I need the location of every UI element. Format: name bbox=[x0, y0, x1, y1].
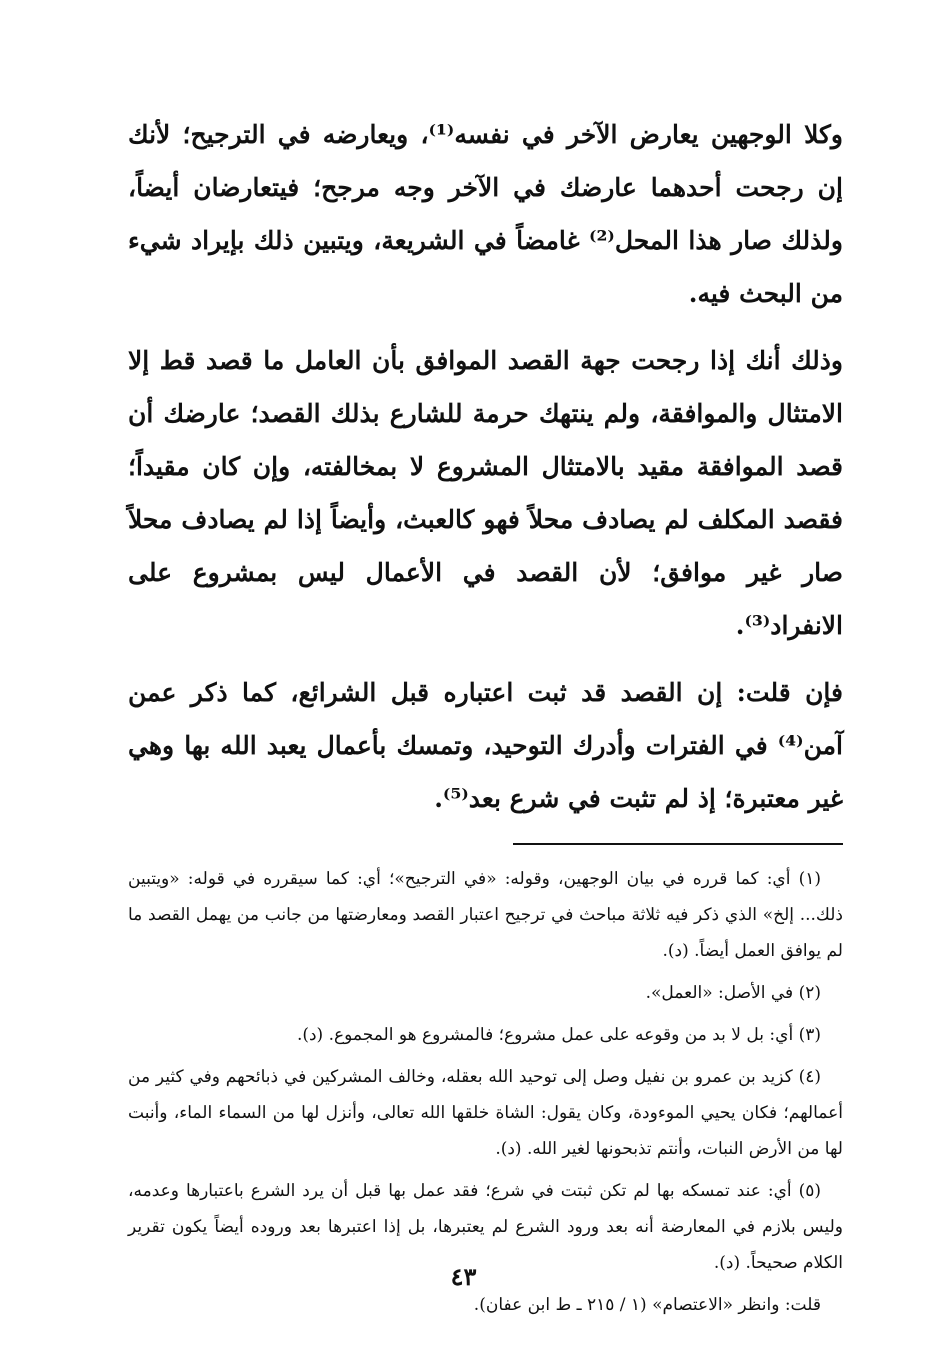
footnote-divider bbox=[513, 843, 843, 845]
footnotes bbox=[128, 861, 843, 1323]
footnote-2: (٢) في الأصل: «العمل». bbox=[645, 983, 821, 1003]
page-body bbox=[128, 108, 843, 1329]
footnote-4: (٤) كزيد بن عمرو بن نفيل وصل إلى توحيد الله بعقله، وخالف المشركين في ذبائحهم وفي كثير من أعمالهم؛ فكان يحيي الموءودة، وكان يقول: الشاة خلقها الله تعالى، وأنزل لها من السماء الماء، وأنبت لها من الأرض النبات، وأنتم تذبحونها لغير الله. (د). bbox=[128, 1067, 843, 1159]
footnote-1: (١) أي: كما قرره في بيان الوجهين، وقوله: «في الترجيح»؛ أي: كما سيقرره في قوله: «ويتبين ذلك... إلخ» الذي ذكر فيه ثلاثة مباحث في ترجيح اعتبار القصد ومعارضتها من جانب من يهمل القصد ما لم يوافق العمل أيضاً. (د). bbox=[128, 869, 843, 961]
paragraph-2: وذلك أنك إذا رجحت جهة القصد الموافق بأن العامل ما قصد قط إلا الامتثال والموافقة، ولم ينتهك حرمة للشارع بذلك القصد؛ عارضك أن قصد الموافقة مقيد بالامتثال المشروع لا بمخالفته، وإن كان مقيداً؛ فقصد المكلف لم يصادف محلاً فهو كالعبث، وأيضاً إذا لم يصادف محلاً صار غير موافق؛ لأن القصد في الأعمال ليس بمشروع على الانفراد⁽³⁾. bbox=[128, 346, 843, 640]
page-number: ٤٣ bbox=[450, 1262, 477, 1291]
paragraph-1: وكلا الوجهين يعارض الآخر في نفسه⁽¹⁾، ويعارضه في الترجيح؛ لأنك إن رجحت أحدهما عارضك في الآخر وجه مرجح؛ فيتعارضان أيضاً، ولذلك صار هذا المحل⁽²⁾ غامضاً في الشريعة، ويتبين ذلك بإيراد شيء من البحث فيه. bbox=[128, 120, 843, 308]
paragraph-3: فإن قلت: إن القصد قد ثبت اعتباره قبل الشرائع، كما ذكر عمن آمن⁽⁴⁾ في الفترات وأدرك التوحيد، وتمسك بأعمال يعبد الله بها وهي غير معتبرة؛ إذ لم تثبت في شرع بعد⁽⁵⁾. bbox=[128, 678, 843, 813]
footnote-3: (٣) أي: بل لا بد من وقوعه على عمل مشروع؛ فالمشروع هو المجموع. (د). bbox=[296, 1025, 821, 1045]
footnote-editor-note: قلت: وانظر «الاعتصام» (١ / ٢١٥ ـ ط ابن عفان). bbox=[473, 1295, 821, 1315]
footnote-5: (٥) أي: عند تمسكه بها لم تكن ثبتت في شرع؛ فقد عمل بها قبل أن يرد الشرع باعتبارها وعدمه، وليس بلازم في المعارضة أنه بعد ورود الشرع لم يعتبرها، بل إذا اعتبرها بعد وروده أيضاً يكون تقرير الكلام صحيحاً. (د). bbox=[128, 1181, 843, 1273]
